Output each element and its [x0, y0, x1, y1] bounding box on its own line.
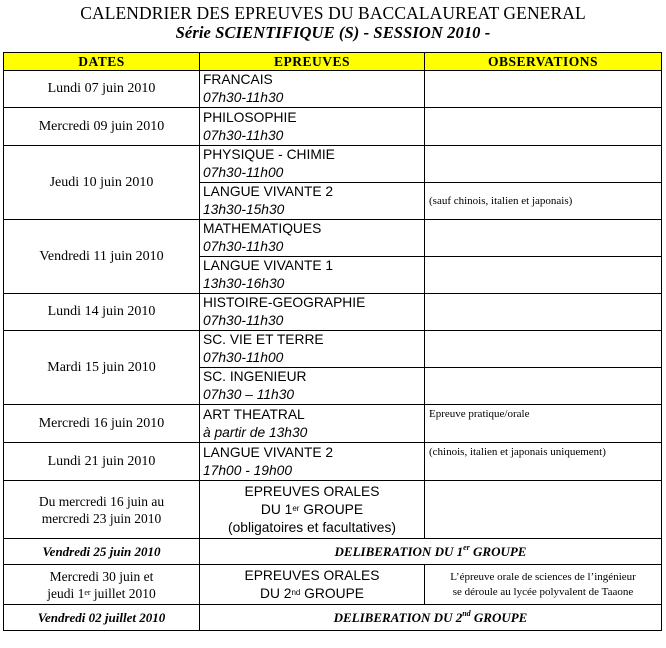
- table-row: [4, 220, 662, 257]
- exam-subject: HISTOIRE-GEOGRAPHIE: [203, 295, 366, 310]
- obs-cell: [425, 71, 662, 108]
- exam-time: 07h30-11h30: [203, 90, 284, 105]
- date-cell: Lundi 21 juin 2010: [4, 443, 200, 481]
- obs-cell: (chinois, italien et japonais uniquement): [425, 443, 662, 481]
- exam-cell: [200, 481, 425, 539]
- exam-subject: FRANCAIS: [203, 72, 273, 87]
- date-cell: [4, 565, 200, 605]
- exam-time: 07h30-11h30: [203, 313, 284, 328]
- exam-time: 13h30-15h30: [203, 202, 285, 217]
- obs-cell: [425, 146, 662, 183]
- exam-cell: [200, 294, 425, 331]
- obs-cell: [425, 331, 662, 368]
- date-line: Mercredi 30 juin et: [49, 568, 154, 584]
- date-cell: Jeudi 10 juin 2010: [4, 146, 200, 220]
- date-cell: Lundi 14 juin 2010: [4, 294, 200, 331]
- exam-subject: SC. VIE ET TERRE: [203, 332, 324, 347]
- table-row: [4, 331, 662, 368]
- exam-subject: LANGUE VIVANTE 1: [203, 258, 334, 273]
- table-row: [4, 443, 662, 481]
- col-header-observations: OBSERVATIONS: [425, 53, 662, 71]
- exam-cell: [200, 220, 425, 257]
- table-row: [4, 605, 662, 631]
- date-cell: Lundi 07 juin 2010: [4, 71, 200, 108]
- deliberation-cell: DELIBERATION DU 1er GROUPE: [200, 539, 662, 565]
- exam-subject: LANGUE VIVANTE 2: [203, 184, 334, 199]
- table-row: [4, 481, 662, 539]
- deliberation-cell: DELIBERATION DU 2nd GROUPE: [200, 605, 662, 631]
- date-cell: Mercredi 09 juin 2010: [4, 108, 200, 146]
- col-header-dates: DATES: [4, 53, 200, 71]
- date-cell: Mardi 15 juin 2010: [4, 331, 200, 405]
- table-header-row: [4, 53, 662, 71]
- obs-cell: [425, 257, 662, 294]
- obs-line: L’épreuve orale de sciences de l’ingénieur: [450, 570, 636, 583]
- exam-cell: [200, 368, 425, 405]
- table-row: [4, 146, 662, 183]
- date-line: jeudi 1er juillet 2010: [47, 585, 156, 601]
- exam-group: DU 2nd GROUPE: [260, 585, 364, 601]
- obs-cell: [425, 108, 662, 146]
- col-header-epreuves: EPREUVES: [200, 53, 425, 71]
- exam-subject: PHILOSOPHIE: [203, 109, 297, 125]
- table-row: [4, 565, 662, 605]
- table-row: [4, 71, 662, 108]
- exam-cell: [200, 71, 425, 108]
- exam-cell: [200, 146, 425, 183]
- exam-cell: [200, 108, 425, 146]
- exam-subject: ART THEATRAL: [203, 406, 305, 422]
- page-subtitle: Série SCIENTIFIQUE (S) - SESSION 2010 -: [175, 23, 491, 42]
- exam-calendar-table: [3, 52, 662, 631]
- date-line: mercredi 23 juin 2010: [41, 510, 162, 526]
- exam-time: 07h30 – 11h30: [203, 387, 295, 402]
- exam-cell: [200, 257, 425, 294]
- date-line: Du mercredi 16 juin au: [38, 493, 165, 509]
- table-row: [4, 405, 662, 443]
- exam-subject: PHYSIQUE - CHIMIE: [203, 147, 335, 162]
- exam-group: DU 1er GROUPE: [260, 501, 364, 517]
- exam-time: 07h30-11h30: [203, 239, 284, 254]
- date-cell: [4, 481, 200, 539]
- exam-time: 07h30-11h00: [203, 165, 284, 180]
- exam-subject: EPREUVES ORALES: [244, 567, 380, 583]
- obs-cell: [425, 220, 662, 257]
- exam-cell: [200, 443, 425, 481]
- exam-time: 13h30-16h30: [203, 276, 285, 291]
- date-cell: Mercredi 16 juin 2010: [4, 405, 200, 443]
- date-cell: Vendredi 11 juin 2010: [4, 220, 200, 294]
- page-title: CALENDRIER DES EPREUVES DU BACCALAUREAT GENERAL: [80, 3, 586, 23]
- exam-subject: LANGUE VIVANTE 2: [203, 444, 334, 460]
- table-row: [4, 294, 662, 331]
- obs-cell: [425, 565, 662, 605]
- exam-cell: [200, 405, 425, 443]
- exam-time: 17h00 - 19h00: [203, 462, 292, 478]
- exam-subject: MATHEMATIQUES: [203, 221, 322, 236]
- obs-cell: [425, 294, 662, 331]
- date-cell: Vendredi 02 juillet 2010: [4, 605, 200, 631]
- exam-cell: [200, 565, 425, 605]
- obs-line: se déroule au lycée polyvalent de Taaone: [452, 585, 634, 598]
- exam-subject: SC. INGENIEUR: [203, 369, 307, 384]
- exam-time: 07h30-11h30: [203, 127, 284, 143]
- exam-note: (obligatoires et facultatives): [228, 519, 396, 535]
- obs-cell: [425, 481, 662, 539]
- exam-cell: [200, 183, 425, 220]
- obs-cell: (sauf chinois, italien et japonais): [425, 183, 662, 220]
- exam-time: 07h30-11h00: [203, 350, 284, 365]
- table-row: [4, 539, 662, 565]
- exam-time: à partir de 13h30: [203, 424, 308, 440]
- table-row: [4, 108, 662, 146]
- exam-subject: EPREUVES ORALES: [244, 483, 380, 499]
- exam-cell: [200, 331, 425, 368]
- date-cell: Vendredi 25 juin 2010: [4, 539, 200, 565]
- obs-cell: [425, 368, 662, 405]
- obs-cell: Epreuve pratique/orale: [425, 405, 662, 443]
